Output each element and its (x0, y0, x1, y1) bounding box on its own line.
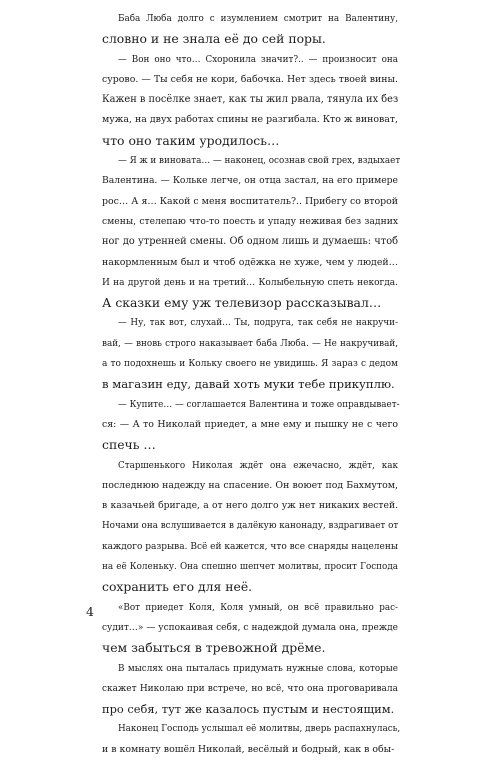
paragraph (86, 50, 398, 151)
paragraph (86, 659, 398, 720)
text-line: скажет Николаю при встрече, но всё, что она проговаривала (102, 683, 398, 694)
text-line: «Вот приедет Коля, Коля умный, он всё правильно рас- (118, 602, 398, 613)
text-line: — Ну, так вот, слухай… Ты, подруга, так себя не накручи- (118, 318, 398, 329)
text-line: что оно таким уродилось… (102, 132, 280, 148)
text-line: накормленным был и чтоб одёжка не хуже, чем у людей… (102, 256, 398, 268)
paragraph (86, 598, 398, 659)
paragraph (86, 456, 398, 598)
text-line: и в комнату вошёл Николай, весёлый и бодрый, как в обы- (102, 743, 395, 755)
text-line: А сказки ему уж телевизор рассказывал… (102, 295, 382, 311)
text-line: сурово. — Ты себя не кори, бабочка. Нет здесь твоей вины. (102, 73, 398, 85)
text-line: ног до утренней смены. Об одном лишь и думаешь: чтоб (102, 236, 398, 248)
text-line: а то подохнешь и Кольку своего не увидишь. Я зараз с дедом (102, 359, 398, 370)
text-line: вай, — вновь строго наказывает баба Люба. — Не накручивай, (102, 338, 398, 349)
text-line: — Купите… — соглашается Валентина и тоже оправдывает- (118, 399, 400, 410)
body-text (86, 9, 401, 760)
text-line: сохранить его для неё. (102, 579, 253, 595)
text-line: Баба Люба долго с изумлением смотрит на Валентину, (118, 14, 398, 24)
text-line: мужа, на двух работах спины не разгибала. Кто ж виноват, (102, 114, 398, 126)
text-line: Кажен в посёлке знает, как ты жил рвала, тянула их без (102, 94, 399, 106)
text-line: словно и не знала её до сей поры. (102, 31, 326, 47)
text-line: Старшенького Николая ждёт она ежечасно, ждёт, как (118, 460, 398, 471)
paragraph (86, 9, 398, 50)
text-line: Ночами она вслушивается в далёкую канонаду, вздрагивает от (102, 521, 399, 532)
text-line: последнюю надежду на спасение. Он воюет под Бахмутом, (102, 479, 398, 491)
text-line: ся: — А то Николай приедет, а мне ему и пышку не с чего (102, 418, 398, 430)
text-line: в магазин еду, давай хоть муки тебе прикуплю. (102, 377, 395, 392)
text-line: про себя, тут же казалось пустым и нестоящим. (102, 702, 395, 717)
text-line: Валентина. — Кольке легче, он отца застал, на его примере (102, 175, 398, 187)
text-line: Наконец Господь услышал её молитвы, дверь распахнулась, (118, 724, 401, 735)
paragraph (86, 395, 398, 456)
text-line: рос… А я… Какой с меня воспитатель?.. Прибегу со второй (102, 195, 398, 207)
paragraph (86, 151, 401, 313)
text-line: чем забыться в тревожной дрёме. (102, 640, 326, 656)
text-line: на её Коленьку. Она спешно шепчет молитвы, просит Господа (102, 562, 398, 573)
text-line: спечь … (102, 437, 156, 453)
text-line: — Вон оно что… Схоронила значит?.. — произносит она (118, 54, 398, 65)
text-line: — Я ж и виновата… — наконец, осознав свой грех, вздыхает (118, 156, 401, 167)
text-line: В мыслях она пыталась придумать нужные слова, которые (118, 663, 398, 674)
text-line: судит…» — успокаивая себя, с надеждой думала она, прежде (102, 622, 398, 633)
text-line: И на другой день и на третий… Колыбельную спеть некогда. (102, 277, 398, 288)
paragraph (86, 313, 398, 394)
text-line: в казачьей бригаде, а от него долго уж нет никаких вестей. (102, 500, 398, 512)
text-line: смены, стелепаю что-то поесть и упаду неживая без задних (102, 215, 398, 227)
text-line: каждого разрыва. Всё ей кажется, что все снаряды нацелены (102, 541, 398, 552)
paragraph (86, 719, 401, 760)
page-number: 4 (86, 604, 94, 619)
